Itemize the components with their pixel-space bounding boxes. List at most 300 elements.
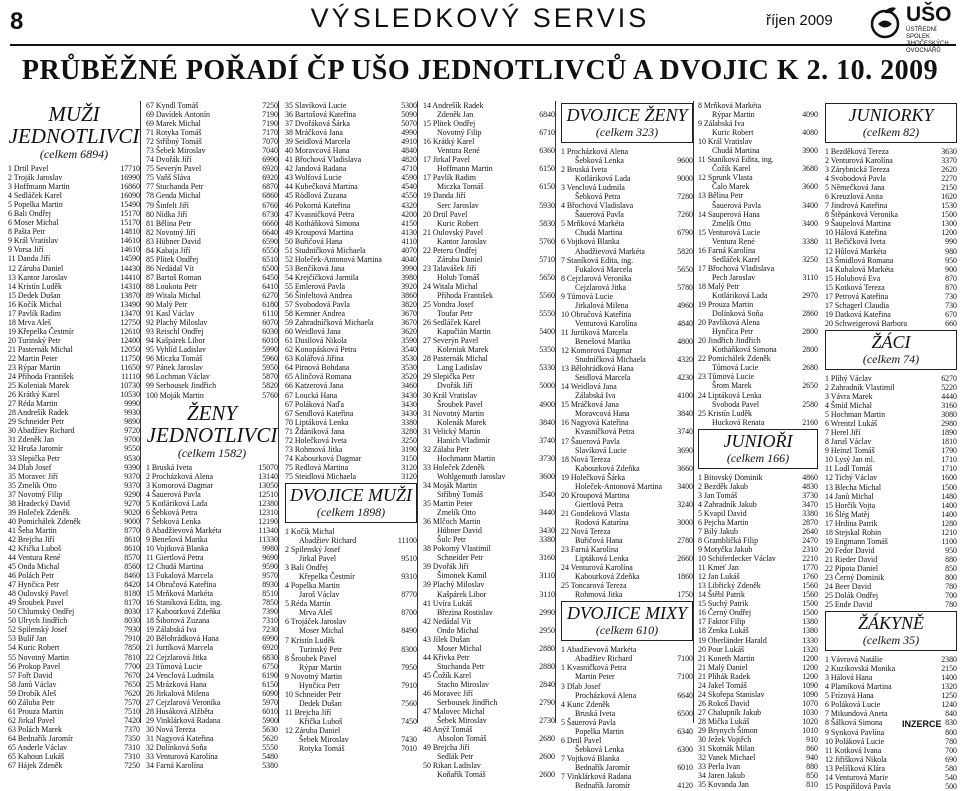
competitor-name: 13 Bělina Petr xyxy=(698,191,744,201)
competitor-name: 22 Pípota Daniel xyxy=(825,563,879,573)
points-value: 2990 xyxy=(539,607,555,617)
result-row xyxy=(698,771,818,780)
points-value: 5650 xyxy=(677,264,693,274)
result-row xyxy=(8,734,140,743)
points-value: 6150 xyxy=(539,164,555,174)
points-value: 7420 xyxy=(124,715,140,725)
competitor-name: 42 Brejcha Jiří xyxy=(8,534,55,544)
competitor-name: 46 Moravec Jiří xyxy=(423,689,473,699)
competitor-name: 25 Mrázková Hana xyxy=(146,679,207,689)
competitor-name: 51 Studničková Michaela xyxy=(285,245,366,255)
points-value: 7370 xyxy=(124,724,140,734)
result-row xyxy=(285,255,417,264)
category-dvojice-muzi-header xyxy=(285,483,417,523)
points-value: 12610 xyxy=(120,326,140,336)
result-row xyxy=(698,545,818,554)
competitor-name: 61 Prouza Martin xyxy=(8,706,64,716)
points-value: 5380 xyxy=(262,761,278,771)
result-row xyxy=(285,237,417,246)
competitor-name: 27 Severýn Pavel xyxy=(423,336,479,346)
result-row xyxy=(146,707,278,716)
result-row xyxy=(423,128,555,137)
competitor-name: 23 Černý Dominik xyxy=(825,572,885,582)
competitor-name: 79 Šinfelt Jiří xyxy=(146,200,189,210)
result-row xyxy=(146,101,278,110)
result-row xyxy=(285,101,417,110)
competitor-name: Holeček-Antonová Martina xyxy=(575,481,662,491)
points-value: 6360 xyxy=(539,146,555,156)
points-value: 7260 xyxy=(677,210,693,220)
competitor-name: 11 Kmeť Jan xyxy=(698,563,739,573)
competitor-name: 9 Vorsa Jiří xyxy=(8,245,44,255)
result-row xyxy=(285,210,417,219)
points-value: 6270 xyxy=(941,373,957,383)
points-value: 4080 xyxy=(802,128,818,138)
points-value: 3670 xyxy=(401,318,417,328)
result-row xyxy=(561,183,693,192)
result-row xyxy=(561,373,693,382)
competitor-name: 1 Plíhý Václav xyxy=(825,373,872,383)
competitor-name: 25 Toncarová Tereza xyxy=(561,581,627,591)
competitor-name: 61 Dusilová Nikola xyxy=(285,336,347,346)
points-value: 7810 xyxy=(124,652,140,662)
points-value: 3470 xyxy=(802,499,818,509)
competitor-name: 10 Král Vratislav xyxy=(698,137,753,147)
points-value: 7510 xyxy=(124,706,140,716)
result-row xyxy=(423,191,555,200)
result-row xyxy=(698,182,818,191)
result-row xyxy=(285,744,417,753)
result-row xyxy=(8,472,140,481)
points-value xyxy=(691,772,693,781)
result-row xyxy=(825,183,957,192)
competitor-name: 14 Obručová Kateřina xyxy=(146,580,217,590)
result-row xyxy=(698,201,818,210)
result-row xyxy=(698,726,818,735)
competitor-name: Zmelík Otto xyxy=(712,218,751,228)
competitor-name: 54 Kuric Robert xyxy=(8,643,60,653)
points-value: 3250 xyxy=(401,435,417,445)
competitor-name: 19 Danda Jiří xyxy=(423,191,466,201)
result-row xyxy=(561,237,693,246)
points-value xyxy=(691,382,693,391)
result-row xyxy=(146,481,278,490)
points-value: 3530 xyxy=(401,354,417,364)
result-row xyxy=(698,300,818,309)
points-value xyxy=(553,228,555,237)
result-row xyxy=(8,227,140,236)
competitor-name: 2 Kuzikovská Monika xyxy=(825,664,896,674)
points-value: 1020 xyxy=(802,716,818,726)
points-value xyxy=(553,689,555,698)
points-value: 9890 xyxy=(124,417,140,427)
points-value: 7910 xyxy=(124,634,140,644)
competitor-name: 17 Schagerl Claudia xyxy=(825,300,889,310)
competitor-name: 90 Malý Petr xyxy=(146,300,188,310)
points-value: 6070 xyxy=(262,318,278,328)
points-value: 4590 xyxy=(401,173,417,183)
points-value: 16990 xyxy=(120,173,140,183)
competitor-name: Kuric Robert xyxy=(712,128,754,138)
result-row xyxy=(825,256,957,265)
competitor-name: 73 Rohmová Jitka xyxy=(285,444,343,454)
points-value: 7430 xyxy=(401,735,417,745)
result-row xyxy=(561,745,693,754)
competitor-name: 8 Šroubek Pavel xyxy=(285,653,337,663)
competitor-name: Kapučián Martin xyxy=(437,327,491,337)
result-row xyxy=(285,636,417,645)
points-value: 7670 xyxy=(124,670,140,680)
points-value: 4040 xyxy=(401,254,417,264)
points-value: 3110 xyxy=(539,589,555,599)
result-row xyxy=(825,600,957,609)
competitor-name: 46 Polách Petr xyxy=(8,571,55,581)
result-row xyxy=(825,392,957,401)
competitor-name: 19 Zálabská Iva xyxy=(146,625,197,635)
competitor-name: 12 Jiřišková Nikola xyxy=(825,754,887,764)
result-row xyxy=(561,310,693,319)
points-value: 3110 xyxy=(539,571,555,581)
points-value: 8490 xyxy=(401,626,417,636)
points-value: 11650 xyxy=(120,363,140,373)
competitor-name: Cejzlarová Jitka xyxy=(575,282,627,292)
points-value: 2310 xyxy=(802,545,818,555)
result-row xyxy=(146,372,278,381)
competitor-name: 67 Loucká Hana xyxy=(285,390,338,400)
competitor-name: 47 Kvasničková Petra xyxy=(285,209,355,219)
result-row xyxy=(423,318,555,327)
category-dvojice-mixy-header xyxy=(561,601,693,641)
points-value xyxy=(553,580,555,589)
points-value: 6760 xyxy=(262,200,278,210)
competitor-name: 21 Gondeková Vlasta xyxy=(561,508,630,518)
points-value: 7560 xyxy=(401,698,417,708)
points-value: 7170 xyxy=(262,128,278,138)
result-row xyxy=(825,237,957,246)
result-row xyxy=(146,490,278,499)
points-value: 1070 xyxy=(802,698,818,708)
result-row xyxy=(698,345,818,354)
competitor-name: 50 Buřičová Hana xyxy=(285,236,343,246)
points-value: 1760 xyxy=(802,572,818,582)
category-count: (celkem 6894) xyxy=(39,147,109,161)
points-value xyxy=(415,581,417,590)
result-row xyxy=(8,182,140,191)
points-value: 3920 xyxy=(401,281,417,291)
result-row xyxy=(825,755,957,764)
points-value xyxy=(415,690,417,699)
result-row xyxy=(146,716,278,725)
points-value: 11100 xyxy=(397,536,417,546)
result-row xyxy=(423,409,555,418)
points-value xyxy=(553,499,555,508)
competitor-name: 27 Chalupník Jakub xyxy=(698,707,762,717)
competitor-name: Rotyka Tomáš xyxy=(299,744,345,754)
competitor-name: 5 Mrňková Markéta xyxy=(561,219,625,229)
result-row xyxy=(146,571,278,580)
result-row xyxy=(698,363,818,372)
result-row xyxy=(561,265,693,274)
points-value: 8300 xyxy=(401,644,417,654)
result-row xyxy=(8,481,140,490)
points-value: 800 xyxy=(945,572,957,582)
competitor-name: Kašpárek Libor xyxy=(437,589,487,599)
result-row xyxy=(825,746,957,755)
points-value xyxy=(691,292,693,301)
points-value: 1280 xyxy=(941,518,957,528)
result-row xyxy=(423,743,555,752)
points-value xyxy=(691,328,693,337)
result-row xyxy=(423,535,555,544)
competitor-name: 13 Bělohrádková Hana xyxy=(561,364,634,374)
points-value: 13470 xyxy=(120,308,140,318)
competitor-name: 36 Bartošová Kateřina xyxy=(285,110,356,120)
competitor-name: Křepelka Čestmír xyxy=(299,572,355,582)
competitor-name: 92 Plachý Miloslav xyxy=(146,318,208,328)
competitor-name: 49 Šroubek Pavel xyxy=(8,598,64,608)
competitor-name: 3 Vávra Marek xyxy=(825,392,873,402)
result-row xyxy=(698,690,818,699)
result-row xyxy=(825,428,957,437)
competitor-name: 6 Pejcha Martin xyxy=(698,517,749,527)
points-value: 6180 xyxy=(262,300,278,310)
competitor-name: 48 Kotháňková Simona xyxy=(285,218,360,228)
result-row xyxy=(285,282,417,291)
competitor-name: 10 Hálová Kateřina xyxy=(825,228,887,238)
result-row xyxy=(825,664,957,673)
points-value: 6640 xyxy=(677,690,693,700)
points-value: 9370 xyxy=(124,471,140,481)
result-row xyxy=(698,645,818,654)
points-value xyxy=(691,527,693,536)
competitor-name: 5 Kvapil David xyxy=(698,508,747,518)
result-row xyxy=(146,345,278,354)
points-value: 1100 xyxy=(941,536,957,546)
competitor-name: 71 Rotyka Tomáš xyxy=(146,128,202,138)
competitor-name: Hanich Vladimír xyxy=(437,435,491,445)
result-row xyxy=(146,291,278,300)
points-value xyxy=(553,427,555,436)
result-row xyxy=(825,147,957,156)
result-row xyxy=(825,283,957,292)
points-value: 780 xyxy=(945,736,957,746)
points-value: 6150 xyxy=(539,182,555,192)
result-row xyxy=(285,581,417,590)
competitor-name: 16 Šlég Matěj xyxy=(825,509,870,519)
points-value: 7310 xyxy=(262,616,278,626)
competitor-name: 4 Šauerová Pavla xyxy=(146,489,201,499)
competitor-name: 44 Křivka Petr xyxy=(423,652,470,662)
result-row xyxy=(561,509,693,518)
competitor-name: 50 Chlumský Ondřej xyxy=(8,607,75,617)
result-row xyxy=(423,671,555,680)
points-value: 5930 xyxy=(539,200,555,210)
result-row xyxy=(423,146,555,155)
result-row xyxy=(561,482,693,491)
points-value xyxy=(553,445,555,454)
result-row xyxy=(825,228,957,237)
competitor-name: 24 Venturová Karolína xyxy=(561,563,633,573)
result-row xyxy=(698,762,818,771)
competitor-name: 2 Bezděk Jakub xyxy=(698,481,748,491)
result-row xyxy=(698,509,818,518)
competitor-name: 1 Bítovský Dominik xyxy=(698,472,763,482)
competitor-name: 32 Vanek Michael xyxy=(698,753,756,763)
result-row xyxy=(146,743,278,752)
result-row xyxy=(423,635,555,644)
points-value: 8560 xyxy=(124,562,140,572)
result-row xyxy=(8,173,140,182)
competitor-name: 60 Záluba Petr xyxy=(8,697,55,707)
result-row xyxy=(146,725,278,734)
competitor-name: 73 Šebek Miroslav xyxy=(146,146,206,156)
points-value xyxy=(415,599,417,608)
points-value: 4800 xyxy=(677,336,693,346)
result-row xyxy=(8,345,140,354)
result-row xyxy=(423,427,555,436)
competitor-name: 6 Šebková Petra xyxy=(146,507,198,517)
competitor-name: Zálabská Iva xyxy=(575,391,616,401)
competitor-name: 21 Rieder David xyxy=(825,554,878,564)
points-value: 1380 xyxy=(802,626,818,636)
points-value: 3430 xyxy=(401,399,417,409)
points-value xyxy=(553,743,555,752)
competitor-name: 74 Dvořák Jiří xyxy=(146,155,192,165)
competitor-name: 50 Rikan Ladislav xyxy=(423,761,481,771)
competitor-name: 28 Husáková Alžběta xyxy=(146,706,214,716)
competitor-name: 10 Poláková Lucie xyxy=(825,736,885,746)
points-value: 2150 xyxy=(941,664,957,674)
competitor-name: Jirkal Pavel xyxy=(299,554,337,564)
competitor-name: 84 Kabaja Jiří xyxy=(146,245,191,255)
result-row xyxy=(146,616,278,625)
points-value: 8170 xyxy=(124,598,140,608)
result-row xyxy=(423,626,555,635)
competitor-name: Zdeněk Jan xyxy=(437,110,474,120)
points-value: 1860 xyxy=(677,572,693,582)
competitor-name: 8 Mrňková Markéta xyxy=(698,101,762,110)
result-row xyxy=(285,554,417,563)
competitor-name: 15 Plítek Ondřej xyxy=(423,119,476,129)
competitor-name: 17 Hrdina Patrik xyxy=(825,518,878,528)
competitor-name: 4 Kunc Zdeněk xyxy=(561,699,610,709)
competitor-name: 26 Sedláček Karel xyxy=(423,318,481,328)
competitor-name: 80 Nídka Jiří xyxy=(146,209,188,219)
result-row xyxy=(285,318,417,327)
points-value xyxy=(553,599,555,608)
result-row xyxy=(8,752,140,761)
competitor-name: 71 Ždániková Jana xyxy=(285,426,345,436)
result-row xyxy=(561,590,693,599)
competitor-name: 14 Sauperová Hana xyxy=(698,209,760,219)
result-row xyxy=(285,409,417,418)
competitor-name: 21 Oulovský Pavel xyxy=(423,227,484,237)
competitor-name: 22 Peteru Ondřej xyxy=(423,245,477,255)
competitor-name: 12 Záruba Daniel xyxy=(8,263,64,273)
points-value: 2880 xyxy=(539,643,555,653)
competitor-name: 75 Redlová Martina xyxy=(285,462,349,472)
points-value: 3380 xyxy=(802,236,818,246)
points-value: 6450 xyxy=(262,272,278,282)
competitor-name: 2 Zahradník Vlastimil xyxy=(825,382,895,392)
competitor-name: 67 Poláková Naďa xyxy=(285,399,345,409)
result-row xyxy=(698,581,818,590)
competitor-name: 9 Král Vratislav xyxy=(8,236,59,246)
points-value: 9570 xyxy=(262,571,278,581)
points-value: 5070 xyxy=(401,119,417,129)
result-row xyxy=(285,164,417,173)
points-value: 9290 xyxy=(124,489,140,499)
competitor-name: 23 Tůmová Lucie xyxy=(146,661,202,671)
competitor-name: 23 Rýpar Martin xyxy=(8,363,61,373)
points-value: 4070 xyxy=(401,245,417,255)
points-value: 1750 xyxy=(677,590,693,600)
competitor-name: Zmelík Otto xyxy=(437,508,476,518)
competitor-name: 11 Lodl Tomáš xyxy=(825,464,873,474)
points-value xyxy=(553,761,555,770)
result-row xyxy=(423,725,555,734)
points-value xyxy=(816,155,818,164)
points-value xyxy=(691,400,693,409)
competitor-name: 63 Polách Marek xyxy=(8,724,62,734)
result-row xyxy=(561,382,693,391)
points-value: 5870 xyxy=(262,372,278,382)
competitor-name: 57 Fořt David xyxy=(8,670,53,680)
competitor-name: Kolenák Marek xyxy=(437,417,487,427)
result-row xyxy=(561,256,693,265)
result-row xyxy=(8,236,140,245)
result-row xyxy=(561,201,693,210)
result-row xyxy=(8,245,140,254)
competitor-name: Hynčica Petr xyxy=(712,327,753,337)
competitor-name: 77 Stuchanda Petr xyxy=(146,182,204,192)
result-row xyxy=(8,743,140,752)
result-row xyxy=(8,508,140,517)
result-row xyxy=(825,555,957,564)
points-value xyxy=(691,754,693,763)
points-value xyxy=(553,562,555,571)
competitor-name: Procházková Alena xyxy=(575,690,637,700)
competitor-name: 19 Datková Kateřina xyxy=(825,309,891,319)
result-row xyxy=(423,336,555,345)
competitor-name: 8 Cejzlarová Veronika xyxy=(561,273,632,283)
competitor-name: Dolínková Soňa xyxy=(712,309,764,319)
points-value: 4840 xyxy=(401,146,417,156)
result-row xyxy=(423,237,555,246)
result-row xyxy=(561,581,693,590)
result-row xyxy=(285,128,417,137)
competitor-name: 7 Kristín Luděk xyxy=(285,635,335,645)
points-value: 3840 xyxy=(539,417,555,427)
competitor-name: 33 Venturová Karolína xyxy=(146,752,218,762)
points-value: 12400 xyxy=(120,335,140,345)
competitor-name: 18 Šiborová Zuzana xyxy=(146,616,210,626)
competitor-name: 21 Jurtíková Marcela xyxy=(146,643,214,653)
points-value: 700 xyxy=(945,745,957,755)
competitor-name: 87 Bartoš Roman xyxy=(146,272,202,282)
result-row xyxy=(146,219,278,228)
points-value xyxy=(816,246,818,255)
result-row xyxy=(8,544,140,553)
result-row xyxy=(146,309,278,318)
points-value xyxy=(691,364,693,373)
competitor-name: Koňařík Tomáš xyxy=(437,770,486,780)
result-row xyxy=(423,418,555,427)
competitor-name: 10 Obručová Kateřina xyxy=(561,309,632,319)
page-number: 8 xyxy=(10,8,24,35)
points-value: 6010 xyxy=(262,336,278,346)
result-row xyxy=(423,508,555,517)
